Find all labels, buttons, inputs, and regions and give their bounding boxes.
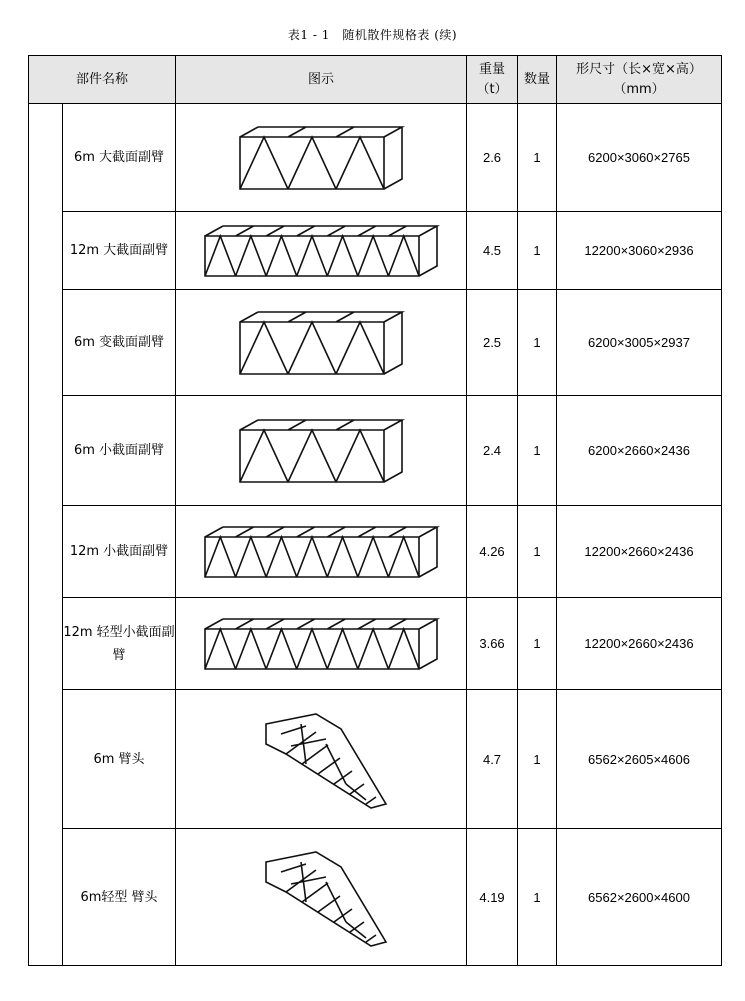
part-image <box>176 396 467 506</box>
boom-head-icon <box>176 842 466 952</box>
part-qty: 1 <box>518 212 557 290</box>
part-image <box>176 690 467 829</box>
part-qty: 1 <box>518 104 557 212</box>
part-weight: 4.5 <box>467 212 518 290</box>
header-dims: 形尺寸（长×宽×高）（mm） <box>557 56 722 104</box>
part-name: 12m 小截面副臂 <box>63 506 176 598</box>
table-row <box>29 506 722 598</box>
part-qty: 1 <box>518 829 557 966</box>
header-part-name: 部件名称 <box>29 56 176 104</box>
part-name: 6m 臂头 <box>63 690 176 829</box>
table-row <box>29 829 722 966</box>
table-header-row <box>29 56 722 104</box>
part-qty: 1 <box>518 290 557 396</box>
header-weight: 重量（t） <box>467 56 518 104</box>
long-truss-section-icon <box>176 521 466 583</box>
short-truss-section-icon <box>176 121 466 195</box>
long-truss-section-icon <box>176 613 466 675</box>
part-dims: 12200×3060×2936 <box>557 212 722 290</box>
part-image <box>176 829 467 966</box>
part-dims: 12200×2660×2436 <box>557 506 722 598</box>
part-image <box>176 290 467 396</box>
part-qty: 1 <box>518 690 557 829</box>
part-weight: 2.5 <box>467 290 518 396</box>
part-qty: 1 <box>518 598 557 690</box>
part-dims: 6562×2605×4606 <box>557 690 722 829</box>
part-dims: 6200×3060×2765 <box>557 104 722 212</box>
part-dims: 12200×2660×2436 <box>557 598 722 690</box>
part-dims: 6200×3005×2937 <box>557 290 722 396</box>
table-row <box>29 690 722 829</box>
table-row <box>29 396 722 506</box>
part-weight: 2.6 <box>467 104 518 212</box>
part-image <box>176 104 467 212</box>
boom-head-icon <box>176 704 466 814</box>
part-image <box>176 212 467 290</box>
part-weight: 4.19 <box>467 829 518 966</box>
part-image <box>176 598 467 690</box>
table-row <box>29 598 722 690</box>
part-weight: 4.7 <box>467 690 518 829</box>
part-qty: 1 <box>518 396 557 506</box>
table-caption: 表1 - 1 随机散件规格表 (续) <box>287 28 458 42</box>
part-weight: 4.26 <box>467 506 518 598</box>
table-row <box>29 212 722 290</box>
part-name: 6m 小截面副臂 <box>63 396 176 506</box>
part-dims: 6200×2660×2436 <box>557 396 722 506</box>
part-weight: 3.66 <box>467 598 518 690</box>
spec-table <box>28 55 722 966</box>
table-row <box>29 290 722 396</box>
short-truss-section-icon <box>176 414 466 488</box>
group-cell <box>29 104 63 966</box>
part-name: 6m 变截面副臂 <box>63 290 176 396</box>
part-weight: 2.4 <box>467 396 518 506</box>
part-qty: 1 <box>518 506 557 598</box>
table-row <box>29 104 722 212</box>
part-name: 12m 轻型小截面副臂 <box>63 598 176 690</box>
header-image: 图示 <box>176 56 467 104</box>
part-name: 12m 大截面副臂 <box>63 212 176 290</box>
part-image <box>176 506 467 598</box>
part-dims: 6562×2600×4600 <box>557 829 722 966</box>
header-qty: 数量 <box>518 56 557 104</box>
part-name: 6m轻型 臂头 <box>63 829 176 966</box>
short-truss-section-icon <box>176 306 466 380</box>
long-truss-section-icon <box>176 220 466 282</box>
part-name: 6m 大截面副臂 <box>63 104 176 212</box>
